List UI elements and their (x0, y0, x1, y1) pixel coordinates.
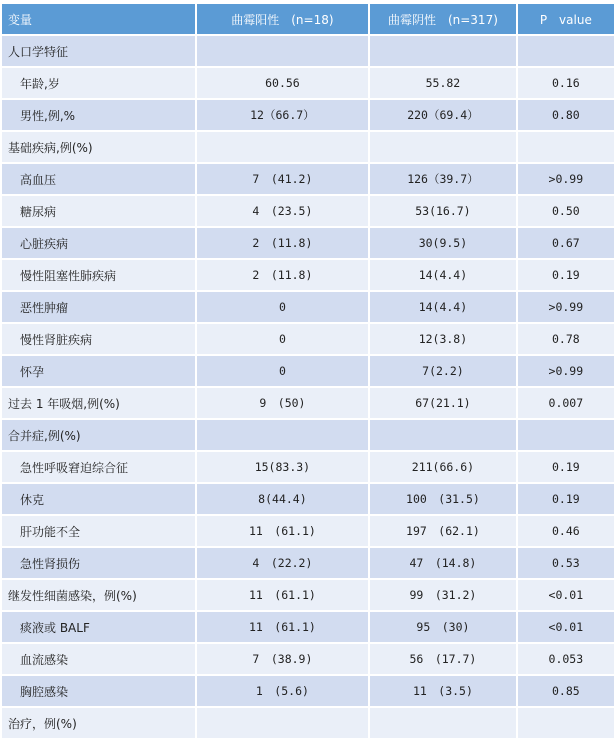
p-value: 0.50 (518, 196, 614, 226)
row-label: 合并症,例(%) (2, 420, 195, 450)
positive-value: 4 (23.5) (197, 196, 369, 226)
negative-value: 7(2.2) (370, 356, 515, 386)
table-row (2, 420, 614, 450)
p-value (518, 708, 614, 738)
table-row (2, 132, 614, 162)
row-label: 慢性肾脏疾病 (2, 324, 195, 354)
positive-value: 2 (11.8) (197, 228, 369, 258)
header-variable: 变量 (2, 4, 195, 34)
p-value: 0.007 (518, 388, 614, 418)
negative-value: 95 (30) (370, 612, 515, 642)
p-value: 0.19 (518, 452, 614, 482)
row-label: 休克 (2, 484, 195, 514)
row-label: 继发性细菌感染，例(%) (2, 580, 195, 610)
table-row (2, 100, 614, 130)
row-label: 急性肾损伤 (2, 548, 195, 578)
table-row (2, 516, 614, 546)
negative-value (370, 708, 515, 738)
row-label: 基础疾病,例(%) (2, 132, 195, 162)
table-row (2, 36, 614, 66)
positive-value (197, 708, 369, 738)
header-row (2, 4, 614, 34)
header-positive: 曲霉阳性 (n=18) (197, 4, 369, 34)
positive-value (197, 132, 369, 162)
positive-value: 12（66.7） (197, 100, 369, 130)
negative-value: 126（39.7） (370, 164, 515, 194)
row-label: 过去 1 年吸烟,例(%) (2, 388, 195, 418)
negative-value (370, 132, 515, 162)
comparison-table (0, 2, 616, 738)
negative-value (370, 420, 515, 450)
positive-value: 8(44.4) (197, 484, 369, 514)
positive-value: 60.56 (197, 68, 369, 98)
negative-value: 211(66.6) (370, 452, 515, 482)
row-label: 急性呼吸窘迫综合征 (2, 452, 195, 482)
positive-value: 11 (61.1) (197, 580, 369, 610)
negative-value: 67(21.1) (370, 388, 515, 418)
row-label: 男性,例,% (2, 100, 195, 130)
p-value (518, 132, 614, 162)
positive-value: 1 (5.6) (197, 676, 369, 706)
positive-value: 9 (50) (197, 388, 369, 418)
table-row (2, 612, 614, 642)
row-label: 糖尿病 (2, 196, 195, 226)
table-row (2, 228, 614, 258)
negative-value: 56 (17.7) (370, 644, 515, 674)
table-row (2, 164, 614, 194)
p-value: 0.19 (518, 484, 614, 514)
positive-value (197, 420, 369, 450)
table-row (2, 388, 614, 418)
table-row (2, 548, 614, 578)
table-row (2, 580, 614, 610)
positive-value: 2 (11.8) (197, 260, 369, 290)
negative-value: 55.82 (370, 68, 515, 98)
p-value (518, 36, 614, 66)
header-p-value: P value (518, 4, 614, 34)
row-label: 怀孕 (2, 356, 195, 386)
table-row (2, 452, 614, 482)
row-label: 治疗，例(%) (2, 708, 195, 738)
row-label: 肝功能不全 (2, 516, 195, 546)
table-row (2, 292, 614, 322)
negative-value: 197 (62.1) (370, 516, 515, 546)
negative-value: 14(4.4) (370, 260, 515, 290)
row-label: 高血压 (2, 164, 195, 194)
p-value: <0.01 (518, 612, 614, 642)
p-value (518, 420, 614, 450)
table-row (2, 484, 614, 514)
p-value: >0.99 (518, 292, 614, 322)
negative-value: 53(16.7) (370, 196, 515, 226)
row-label: 心脏疾病 (2, 228, 195, 258)
p-value: 0.78 (518, 324, 614, 354)
positive-value: 0 (197, 324, 369, 354)
positive-value: 15(83.3) (197, 452, 369, 482)
table-row (2, 356, 614, 386)
table-row (2, 260, 614, 290)
p-value: 0.053 (518, 644, 614, 674)
row-label: 恶性肿瘤 (2, 292, 195, 322)
table-row (2, 644, 614, 674)
negative-value: 14(4.4) (370, 292, 515, 322)
positive-value: 0 (197, 292, 369, 322)
negative-value: 11 (3.5) (370, 676, 515, 706)
table-body (2, 36, 614, 738)
row-label: 年龄,岁 (2, 68, 195, 98)
p-value: <0.01 (518, 580, 614, 610)
row-label: 人口学特征 (2, 36, 195, 66)
positive-value (197, 36, 369, 66)
p-value: 0.53 (518, 548, 614, 578)
negative-value: 220（69.4） (370, 100, 515, 130)
table-row (2, 196, 614, 226)
negative-value: 99 (31.2) (370, 580, 515, 610)
negative-value (370, 36, 515, 66)
table-row (2, 324, 614, 354)
table-row (2, 708, 614, 738)
positive-value: 0 (197, 356, 369, 386)
positive-value: 7 (38.9) (197, 644, 369, 674)
p-value: >0.99 (518, 164, 614, 194)
p-value: 0.46 (518, 516, 614, 546)
negative-value: 12(3.8) (370, 324, 515, 354)
p-value: 0.67 (518, 228, 614, 258)
positive-value: 4 (22.2) (197, 548, 369, 578)
p-value: 0.19 (518, 260, 614, 290)
row-label: 痰液或 BALF (2, 612, 195, 642)
positive-value: 7 (41.2) (197, 164, 369, 194)
row-label: 胸腔感染 (2, 676, 195, 706)
row-label: 血流感染 (2, 644, 195, 674)
p-value: 0.85 (518, 676, 614, 706)
p-value: 0.16 (518, 68, 614, 98)
header-negative: 曲霉阴性 (n=317) (370, 4, 515, 34)
negative-value: 47 (14.8) (370, 548, 515, 578)
positive-value: 11 (61.1) (197, 612, 369, 642)
negative-value: 100 (31.5) (370, 484, 515, 514)
table-row (2, 68, 614, 98)
p-value: >0.99 (518, 356, 614, 386)
row-label: 慢性阻塞性肺疾病 (2, 260, 195, 290)
positive-value: 11 (61.1) (197, 516, 369, 546)
negative-value: 30(9.5) (370, 228, 515, 258)
p-value: 0.80 (518, 100, 614, 130)
table-row (2, 676, 614, 706)
